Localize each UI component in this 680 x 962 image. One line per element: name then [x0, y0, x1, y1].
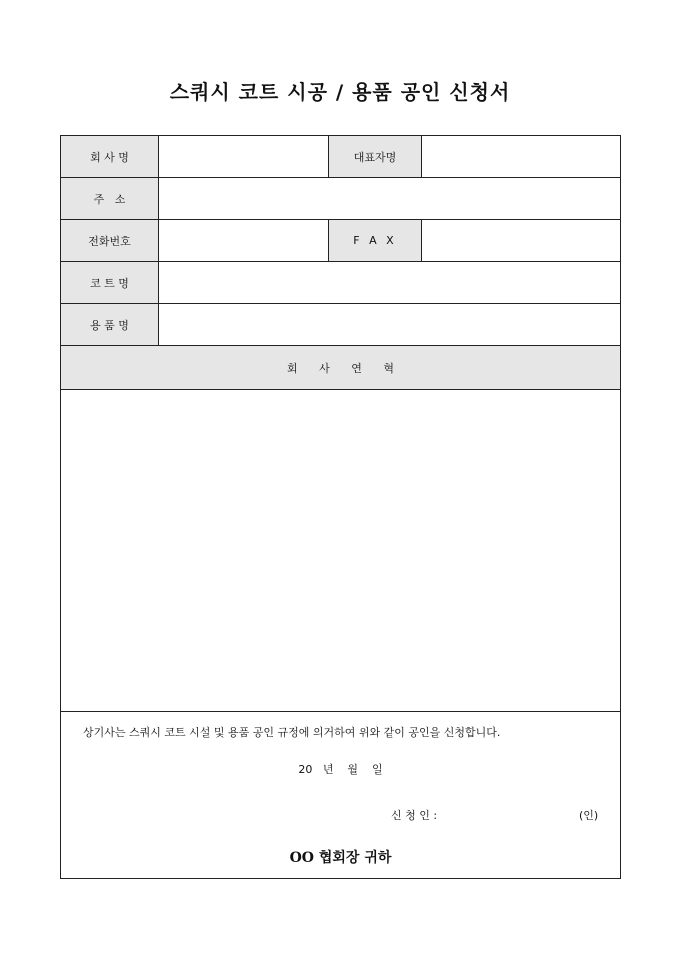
form-title: 스쿼시 코트 시공 / 용품 공인 신청서: [169, 80, 511, 104]
court-name-label: 코 트 명: [61, 262, 159, 303]
company-history-area[interactable]: [61, 390, 620, 712]
company-name-label: 회 사 명: [61, 136, 159, 177]
company-name-field[interactable]: [159, 136, 329, 177]
application-form: [60, 135, 621, 879]
company-history-header: 회 사 연 혁: [61, 346, 620, 390]
date-line: 20 년 월 일: [298, 763, 383, 776]
addressee: OO 협회장 귀하: [289, 850, 392, 866]
product-name-label: 용 품 명: [61, 304, 159, 345]
court-row: [61, 262, 620, 304]
court-name-field[interactable]: [159, 262, 620, 303]
company-row: [61, 136, 620, 178]
fax-field[interactable]: [422, 220, 620, 261]
seal-label: (인): [579, 809, 599, 822]
address-field[interactable]: [159, 178, 620, 219]
phone-row: [61, 220, 620, 262]
statement-text: 상기사는 스쿼시 코트 시설 및 용품 공인 규정에 의거하여 위와 같이 공인을 신청합니다.: [83, 726, 501, 739]
phone-label: 전화번호: [61, 220, 159, 261]
ceo-name-field[interactable]: [422, 136, 620, 177]
product-name-field[interactable]: [159, 304, 620, 345]
address-row: [61, 178, 620, 220]
applicant-label: 신 청 인 :: [391, 809, 438, 822]
ceo-name-label: 대표자명: [329, 136, 422, 177]
phone-field[interactable]: [159, 220, 329, 261]
fax-label: F A X: [329, 220, 422, 261]
product-row: [61, 304, 620, 346]
address-label: 주 소: [61, 178, 159, 219]
